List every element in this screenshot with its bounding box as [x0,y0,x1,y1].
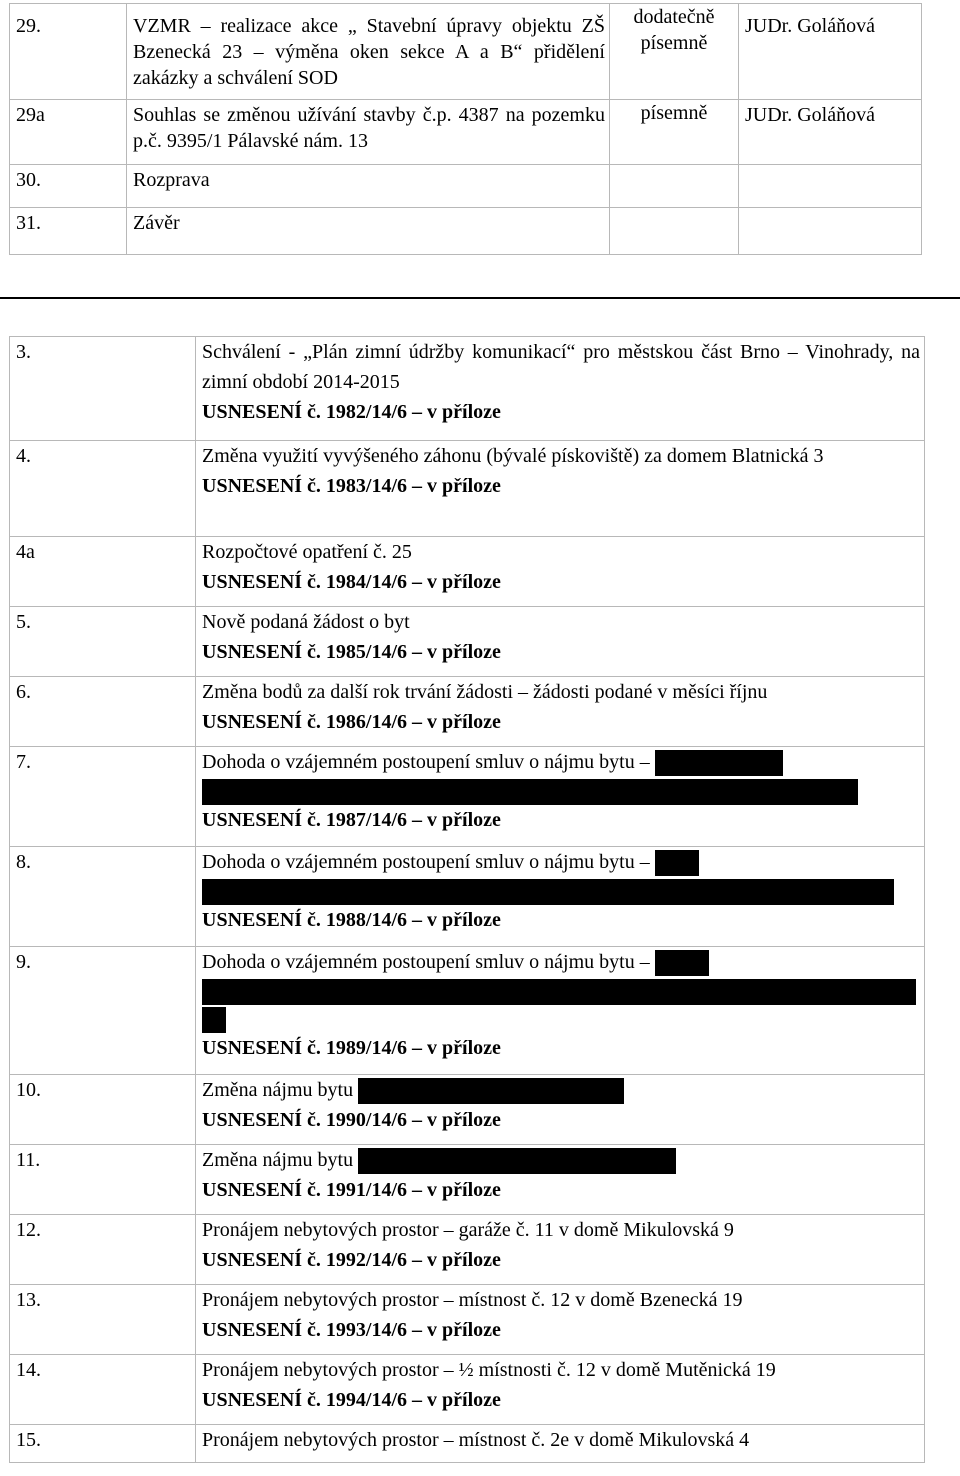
resolution-number: USNESENÍ č. 1982/14/6 – v příloze [202,401,501,423]
resolution-row [10,1215,925,1285]
resolution-row [10,1145,925,1215]
agenda-item-form: dodatečně písemně [610,4,739,100]
resolution-number: USNESENÍ č. 1983/14/6 – v příloze [202,475,501,497]
item-cell [196,1425,925,1463]
item-number: 9. [10,947,196,1075]
agenda-item-responsible: JUDr. Goláňová [739,100,922,165]
item-subject: Dohoda o vzájemném postoupení smluv o nájmu bytu – [202,951,650,973]
agenda-item-number: 29. [10,4,127,100]
item-number: 5. [10,607,196,677]
item-cell [196,1285,925,1355]
agenda-row-29 [10,4,922,100]
resolution-row [10,537,925,607]
item-number: 8. [10,847,196,947]
redacted-block [358,1148,676,1174]
item-number: 4. [10,441,196,537]
redacted-block [202,979,916,1005]
section-divider [0,297,960,299]
resolution-number: USNESENÍ č. 1991/14/6 – v příloze [202,1179,501,1201]
agenda-item-form [610,208,739,255]
item-subject: Nově podaná žádost o byt [202,611,410,633]
item-subject: Změna bodů za další rok trvání žádosti – žádosti podané v měsíci říjnu [202,681,768,703]
item-cell [196,537,925,607]
resolution-row [10,1075,925,1145]
redacted-block [202,879,894,905]
agenda-item-form [610,165,739,208]
item-number: 10. [10,1075,196,1145]
item-cell [196,1355,925,1425]
item-cell [196,607,925,677]
resolution-row [10,947,925,1075]
agenda-item-responsible: JUDr. Goláňová [739,4,922,100]
resolution-number: USNESENÍ č. 1984/14/6 – v příloze [202,571,501,593]
resolution-number: USNESENÍ č. 1988/14/6 – v příloze [202,909,501,931]
item-subject: Dohoda o vzájemném postoupení smluv o nájmu bytu – [202,851,650,873]
agenda-item-number: 31. [10,208,127,255]
resolution-number: USNESENÍ č. 1986/14/6 – v příloze [202,711,501,733]
item-cell [196,1215,925,1285]
resolution-row [10,1355,925,1425]
item-number: 13. [10,1285,196,1355]
resolution-number: USNESENÍ č. 1992/14/6 – v příloze [202,1249,501,1271]
item-number: 7. [10,747,196,847]
redacted-block [655,750,783,776]
resolution-row [10,1285,925,1355]
resolution-row [10,1425,925,1463]
resolutions-table [9,336,925,1463]
item-cell [196,1145,925,1215]
item-subject: Pronájem nebytových prostor – místnost č. 2e v domě Mikulovská 4 [202,1429,750,1451]
resolution-number: USNESENÍ č. 1987/14/6 – v příloze [202,809,501,831]
resolution-row [10,337,925,441]
redacted-block [202,779,858,805]
agenda-item-subject: Závěr [127,208,610,255]
redacted-block [655,850,699,876]
item-subject: Změna využití vyvýšeného záhonu (bývalé pískoviště) za domem Blatnická 3 [202,445,824,467]
item-cell [196,847,925,947]
item-cell [196,677,925,747]
item-subject: Pronájem nebytových prostor – garáže č. 11 v domě Mikulovská 9 [202,1219,734,1241]
agenda-row-31 [10,208,922,255]
resolution-number: USNESENÍ č. 1993/14/6 – v příloze [202,1319,501,1341]
item-number: 4a [10,537,196,607]
item-subject: Pronájem nebytových prostor – ½ místnosti č. 12 v domě Mutěnická 19 [202,1359,776,1381]
agenda-item-subject: Rozprava [127,165,610,208]
resolution-row [10,847,925,947]
item-number: 14. [10,1355,196,1425]
item-number: 15. [10,1425,196,1463]
resolution-row [10,677,925,747]
item-cell [196,747,925,847]
item-subject: Schválení - „Plán zimní údržby komunikací“ pro městskou část Brno – Vinohrady, na zimní období 2014-2015 [202,341,920,393]
item-cell [196,1075,925,1145]
item-cell [196,441,925,537]
agenda-item-subject: VZMR – realizace akce „ Stavební úpravy objektu ZŠ Bzenecká 23 – výměna oken sekce A a B“ přidělení zakázky a schválení SOD [127,4,610,100]
item-subject: Rozpočtové opatření č. 25 [202,541,412,563]
item-subject: Změna nájmu bytu [202,1079,354,1101]
item-cell [196,337,925,441]
agenda-row-29a [10,100,922,165]
resolution-number: USNESENÍ č. 1989/14/6 – v příloze [202,1037,501,1059]
agenda-item-number: 30. [10,165,127,208]
item-subject: Změna nájmu bytu [202,1149,354,1171]
redacted-block [202,1007,226,1033]
item-number: 6. [10,677,196,747]
resolution-row [10,441,925,537]
item-cell [196,947,925,1075]
agenda-item-form: písemně [610,100,739,165]
resolution-row [10,607,925,677]
resolution-number: USNESENÍ č. 1985/14/6 – v příloze [202,641,501,663]
redacted-block [358,1078,624,1104]
resolution-row [10,747,925,847]
resolution-number: USNESENÍ č. 1990/14/6 – v příloze [202,1109,501,1131]
agenda-item-subject: Souhlas se změnou užívání stavby č.p. 4387 na pozemku p.č. 9395/1 Pálavské nám. 13 [127,100,610,165]
agenda-item-number: 29a [10,100,127,165]
item-number: 12. [10,1215,196,1285]
item-number: 11. [10,1145,196,1215]
item-subject: Dohoda o vzájemném postoupení smluv o nájmu bytu – [202,751,650,773]
agenda-row-30 [10,165,922,208]
item-number: 3. [10,337,196,441]
resolution-number: USNESENÍ č. 1994/14/6 – v příloze [202,1389,501,1411]
redacted-block [655,950,709,976]
agenda-item-responsible [739,165,922,208]
agenda-item-responsible [739,208,922,255]
agenda-items-table [9,3,922,255]
item-subject: Pronájem nebytových prostor – místnost č. 12 v domě Bzenecká 19 [202,1289,743,1311]
